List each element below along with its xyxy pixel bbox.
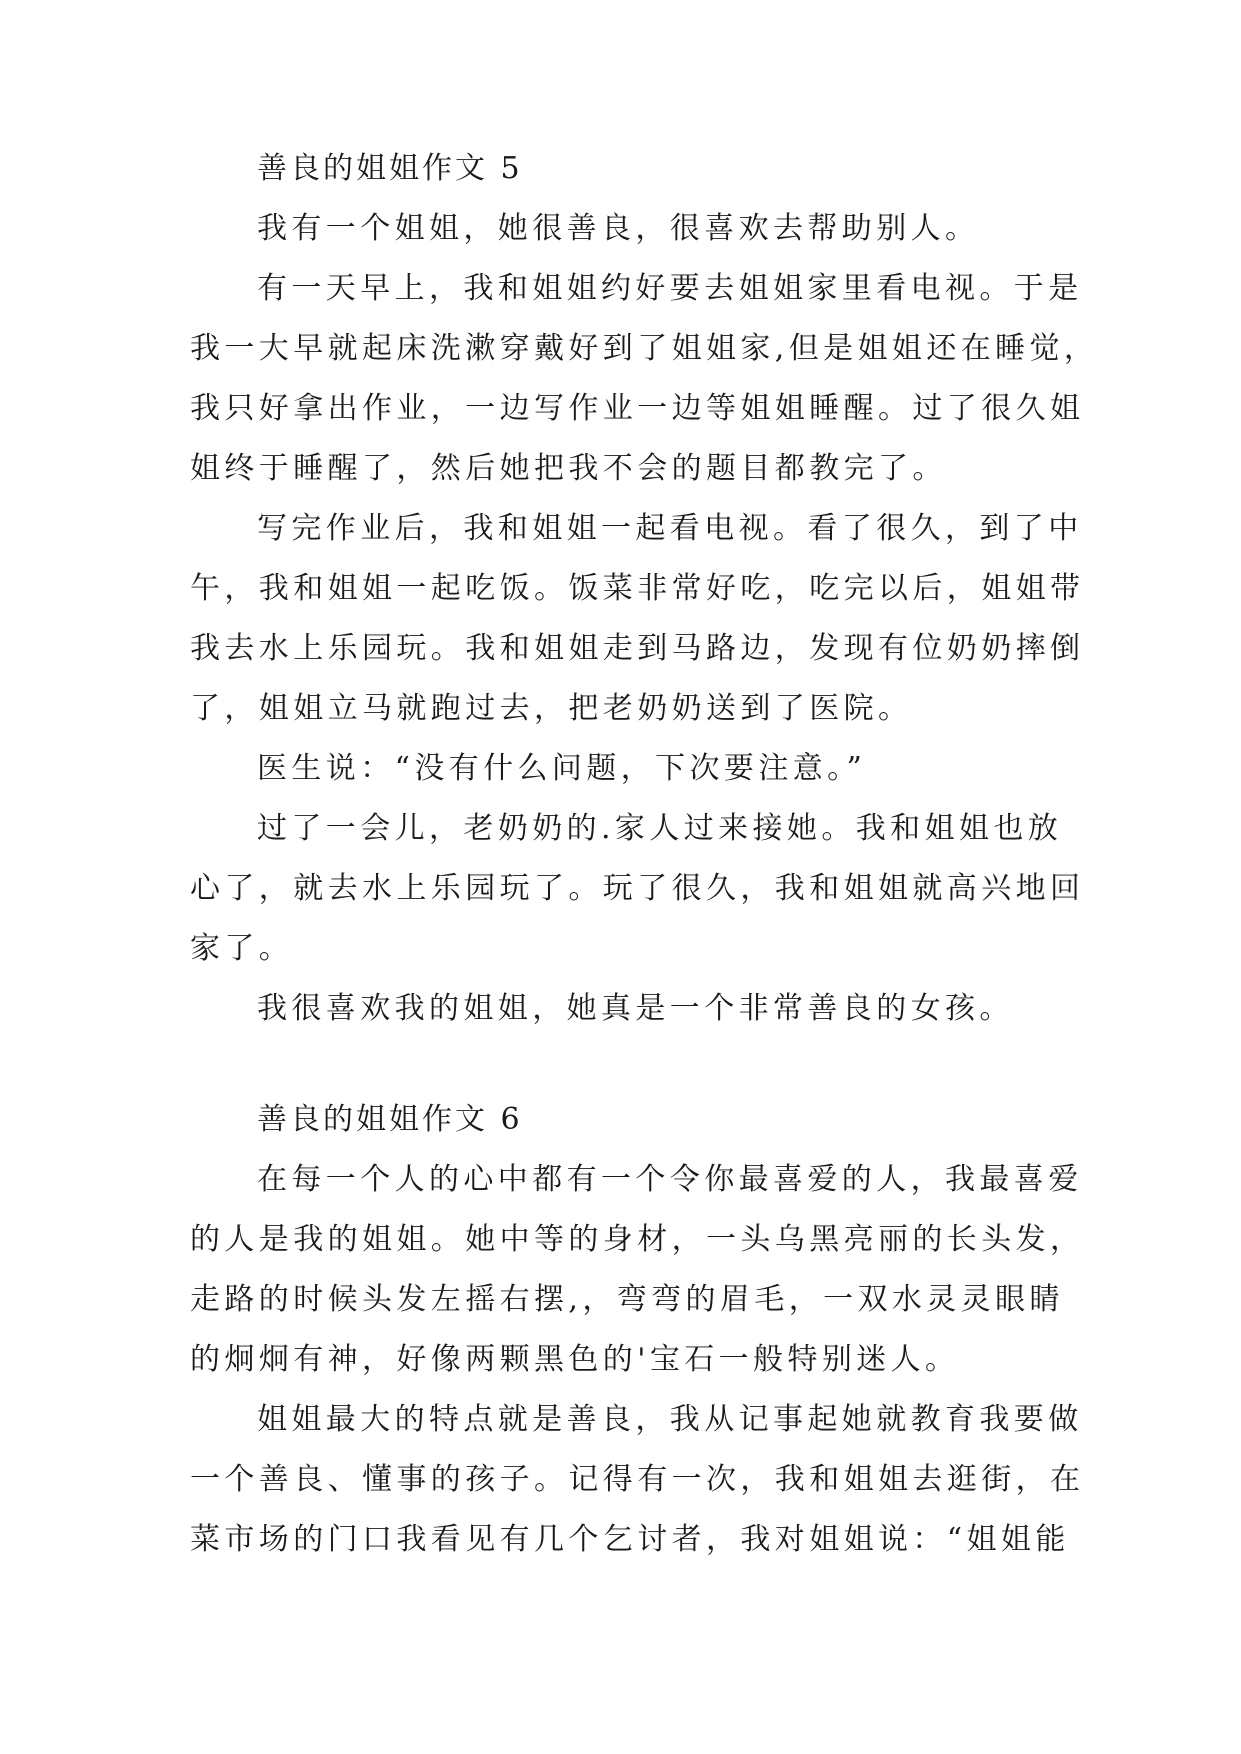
paragraph-line: 过了一会儿，老奶奶的.家人过来接她。我和姐姐也放 <box>257 811 1063 846</box>
paragraph-line: 的炯炯有神，好像两颗黑色的'宝石一般特别迷人。 <box>190 1342 960 1377</box>
paragraph-line: 在每一个人的心中都有一个令你最喜爱的人，我最喜爱 <box>257 1162 1083 1197</box>
paragraph-line: 我一大早就起床洗漱穿戴好到了姐姐家,但是姐姐还在睡觉， <box>190 331 1099 366</box>
paragraph-line: 有一天早上，我和姐姐约好要去姐姐家里看电视。于是 <box>257 271 1083 306</box>
paragraph-line: 我很喜欢我的姐姐，她真是一个非常善良的女孩。 <box>257 991 1014 1026</box>
paragraph-line: 姐姐最大的特点就是善良，我从记事起她就教育我要做 <box>257 1402 1083 1437</box>
paragraph-line: 姐终于睡醒了，然后她把我不会的题目都教完了。 <box>190 451 947 486</box>
paragraph-line: 我有一个姐姐，她很善良，很喜欢去帮助别人。 <box>257 211 980 246</box>
paragraph-line: 我只好拿出作业，一边写作业一边等姐姐睡醒。过了很久姐 <box>190 391 1085 426</box>
paragraph-line: 我去水上乐园玩。我和姐姐走到马路边，发现有位奶奶摔倒 <box>190 631 1085 666</box>
paragraph-line: 了，姐姐立马就跑过去，把老奶奶送到了医院。 <box>190 691 913 726</box>
paragraph-line: 的人是我的姐姐。她中等的身材，一头乌黑亮丽的长头发， <box>190 1222 1085 1257</box>
paragraph-line: 走路的时候头发左摇右摆,，弯弯的眉毛，一双水灵灵眼睛 <box>190 1282 1064 1317</box>
paragraph-line: 家了。 <box>190 931 294 966</box>
section-title: 善良的姐姐作文 5 <box>257 151 523 186</box>
section-title: 善良的姐姐作文 6 <box>257 1102 523 1137</box>
paragraph-line: 菜市场的门口我看见有几个乞讨者，我对姐姐说：“姐姐能 <box>190 1522 1070 1557</box>
paragraph-line: 心了，就去水上乐园玩了。玩了很久，我和姐姐就高兴地回 <box>190 871 1085 906</box>
paragraph-line: 午，我和姐姐一起吃饭。饭菜非常好吃，吃完以后，姐姐带 <box>190 571 1085 606</box>
paragraph-line: 一个善良、懂事的孩子。记得有一次，我和姐姐去逛街，在 <box>190 1462 1085 1497</box>
paragraph-line: 医生说：“没有什么问题，下次要注意。” <box>257 751 867 786</box>
paragraph-line: 写完作业后，我和姐姐一起看电视。看了很久，到了中 <box>257 511 1083 546</box>
